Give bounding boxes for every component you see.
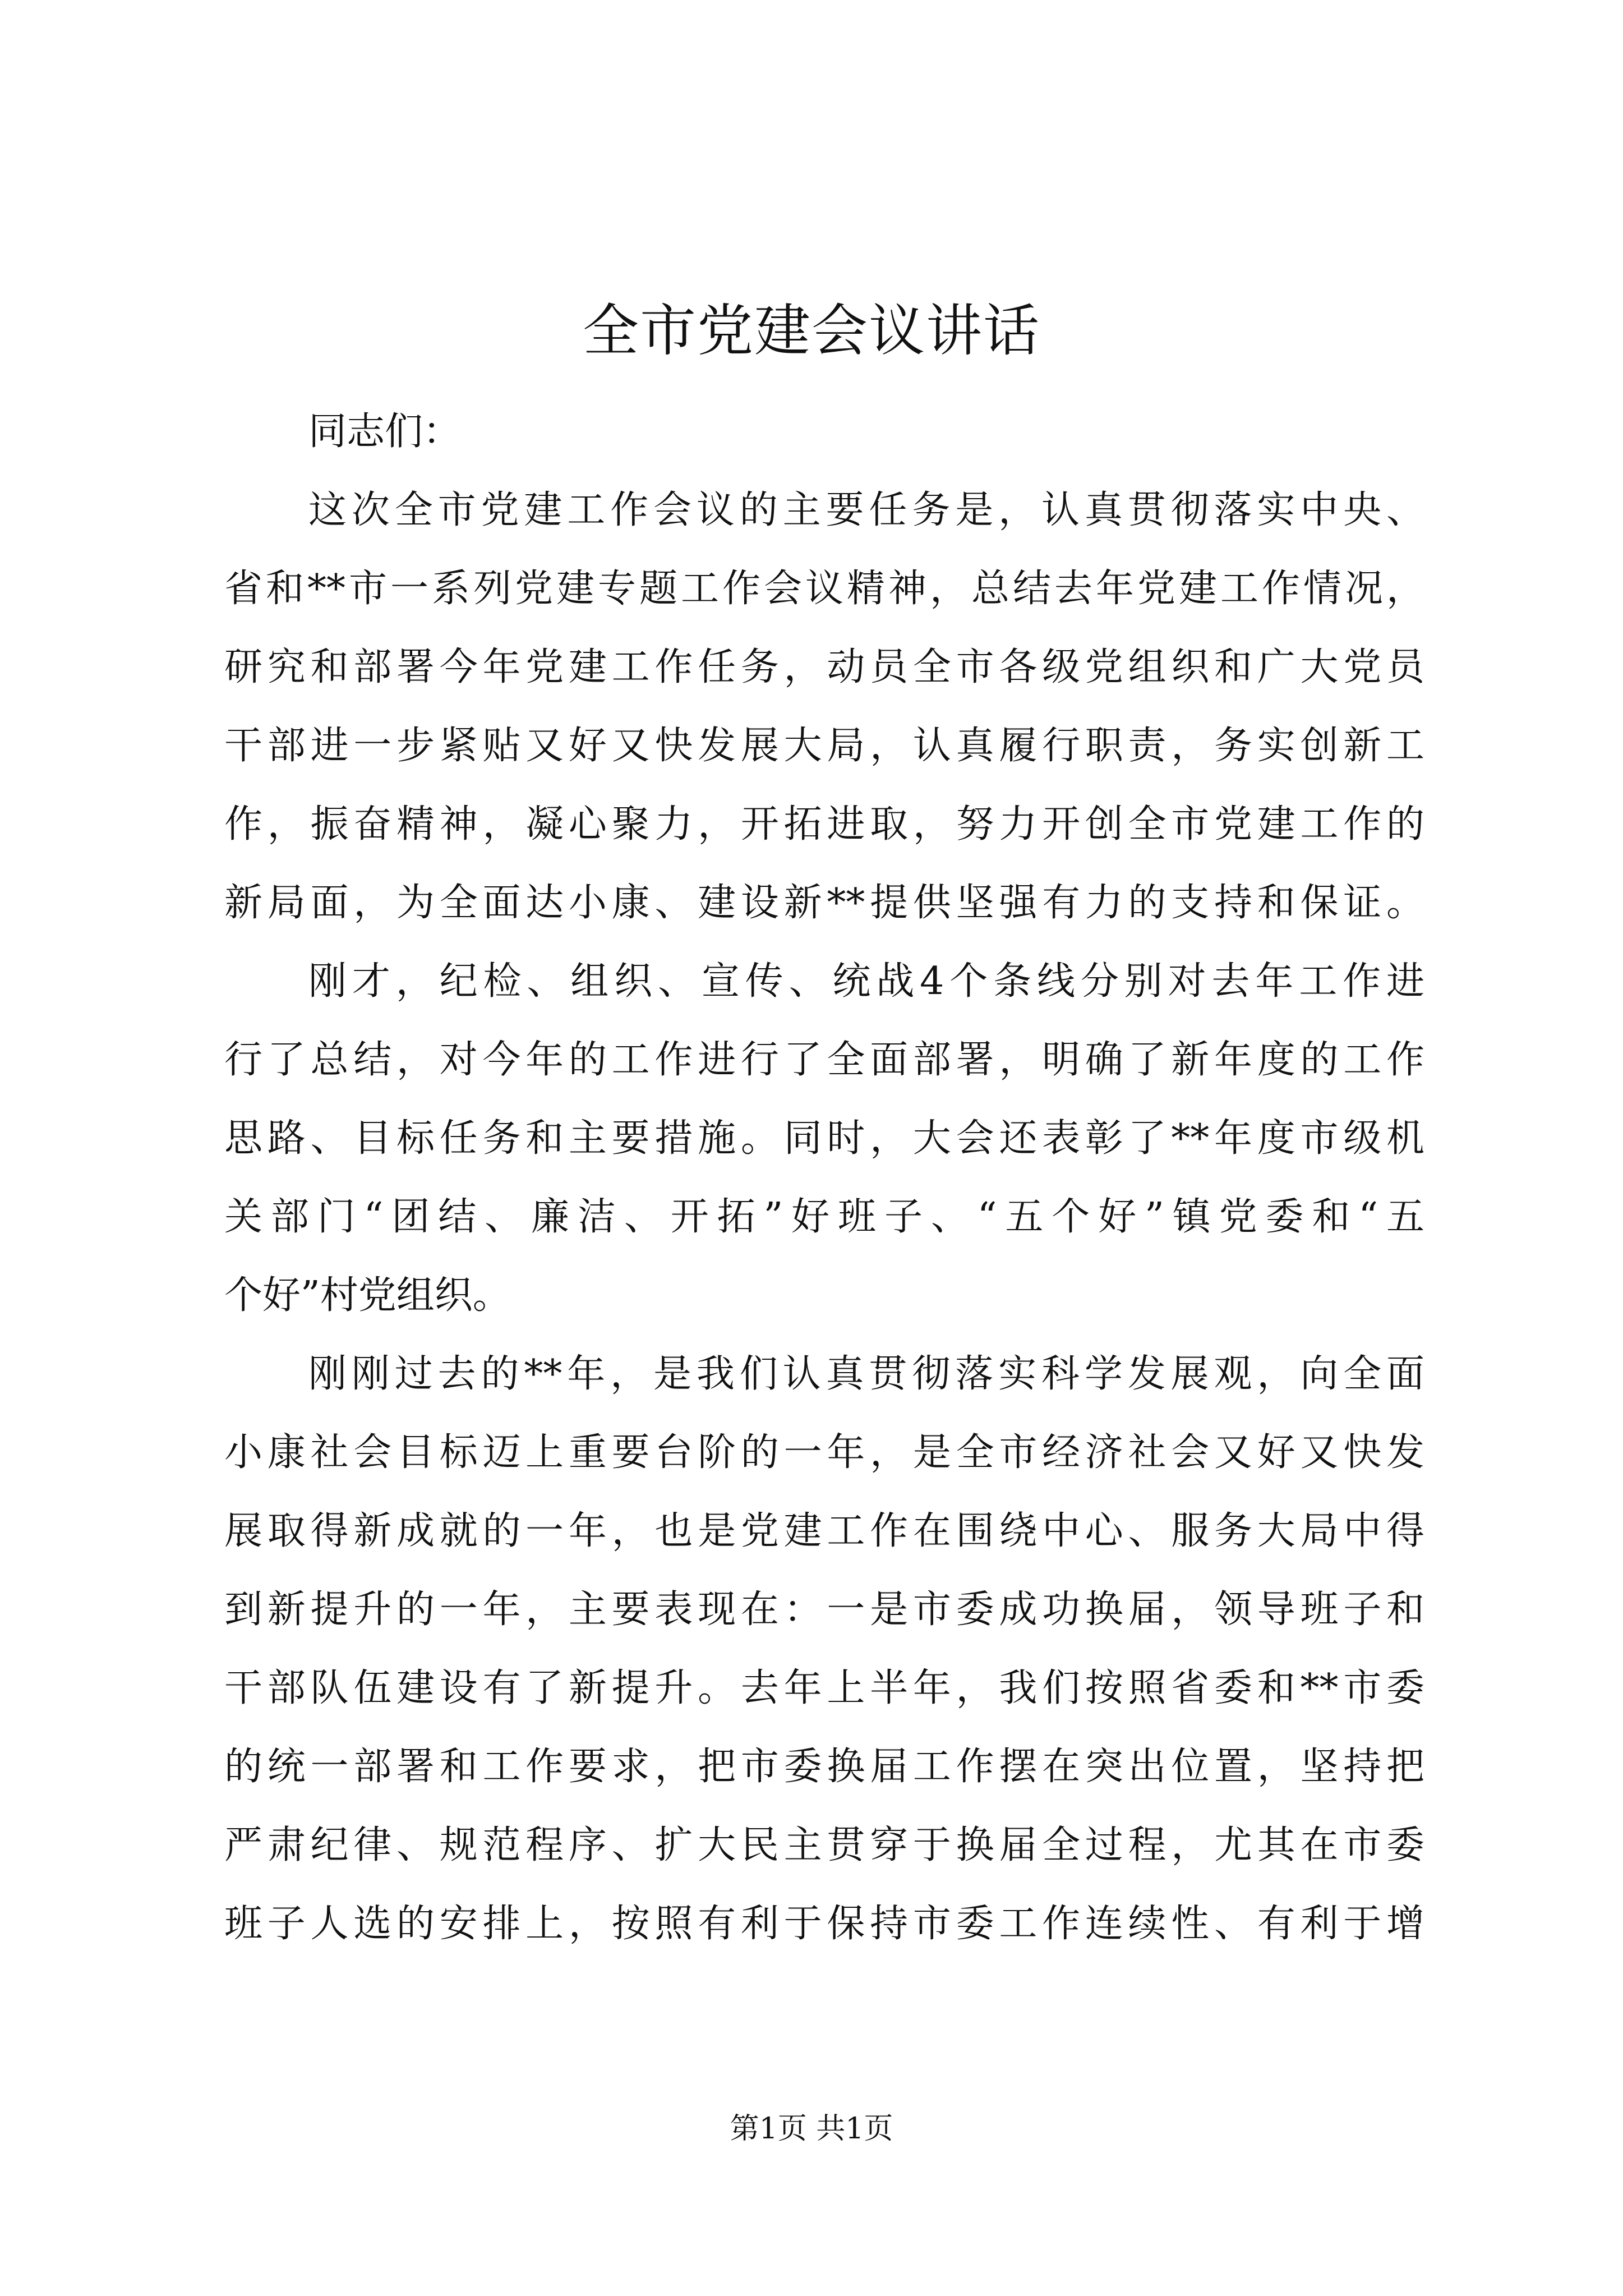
text-line: 这次全市党建工作会议的主要任务是，认真贯彻落实中央、: [308, 488, 1424, 532]
text-line: 研究和部署今年党建工作任务，动员全市各级党组织和广大党员: [224, 645, 1424, 689]
text-line: 作，振奋精神，凝心聚力，开拓进取，努力开创全市党建工作的: [224, 802, 1424, 846]
text-line: 班子人选的安排上，按照有利于保持市委工作连续性、有利于增: [224, 1902, 1424, 1946]
text-line: 干部队伍建设有了新提升。去年上半年，我们按照省委和**市委: [224, 1666, 1424, 1710]
text-line: 省和**市一系列党建专题工作会议精神，总结去年党建工作情况，: [224, 567, 1424, 611]
text-line: 展取得新成就的一年，也是党建工作在围绕中心、服务大局中得: [224, 1509, 1424, 1553]
document-title: 全市党建会议讲话: [583, 298, 1040, 364]
text-line: 刚才，纪检、组织、宣传、统战4个条线分别对去年工作进: [308, 959, 1424, 1004]
text-line: 关部门“团结、廉洁、开拓”好班子、“五个好”镇党委和“五: [224, 1195, 1424, 1239]
text-line: 行了总结，对今年的工作进行了全面部署，明确了新年度的工作: [224, 1038, 1424, 1082]
text-line: 到新提升的一年，主要表现在：一是市委成功换届，领导班子和: [224, 1588, 1424, 1632]
text-line: 思路、目标任务和主要措施。同时，大会还表彰了**年度市级机: [224, 1116, 1424, 1161]
text-line: 小康社会目标迈上重要台阶的一年，是全市经济社会又好又快发: [224, 1430, 1424, 1475]
text-line: 干部进一步紧贴又好又快发展大局，认真履行职责，务实创新工: [224, 724, 1424, 768]
text-line: 刚刚过去的**年，是我们认真贯彻落实科学发展观，向全面: [308, 1352, 1424, 1396]
text-line: 个好”村党组织。: [224, 1273, 511, 1318]
text-line: 新局面，为全面达小康、建设新**提供坚强有力的支持和保证。: [224, 881, 1424, 925]
salutation-line: 同志们：: [308, 409, 462, 454]
text-line: 严肃纪律、规范程序、扩大民主贯穿于换届全过程，尤其在市委: [224, 1823, 1424, 1867]
text-line: 的统一部署和工作要求，把市委换届工作摆在突出位置，坚持把: [224, 1745, 1424, 1789]
document-body: [224, 393, 1424, 1963]
page-footer: 第1页 共1页: [730, 2112, 893, 2146]
